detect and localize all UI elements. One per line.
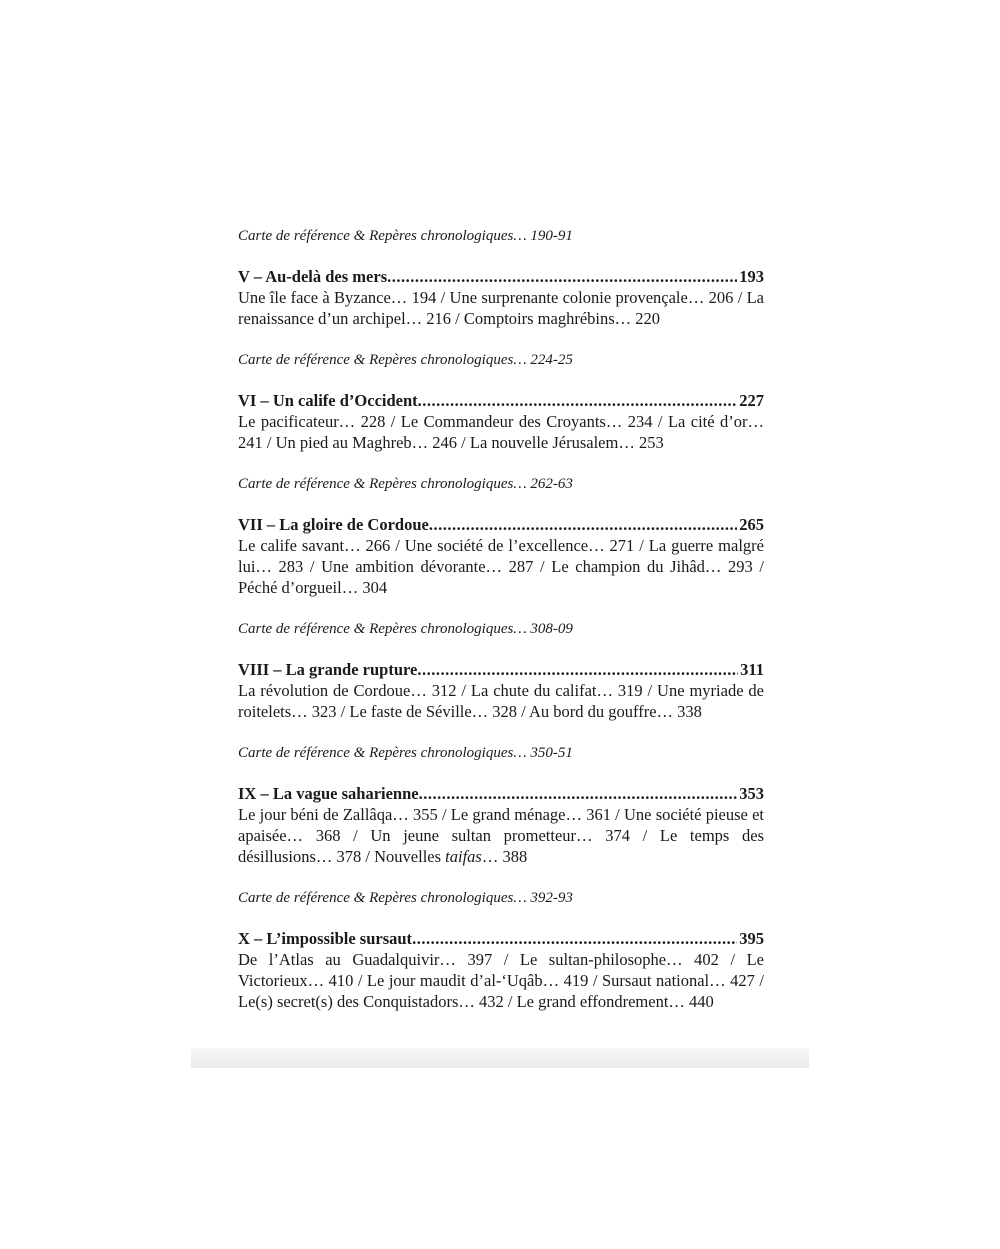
chapter-heading bbox=[238, 266, 764, 287]
chapter-sections bbox=[238, 804, 764, 867]
chapter-page: 353 bbox=[739, 784, 764, 803]
chapter-vii bbox=[238, 514, 764, 598]
chapter-title: VIII – La grande rupture bbox=[238, 660, 418, 679]
chapter-title: V – Au-delà des mers bbox=[238, 267, 388, 286]
chapter-x bbox=[238, 928, 764, 1012]
chapter-page: 311 bbox=[740, 660, 764, 679]
chapter-title: X – L’impossible sursaut bbox=[238, 929, 413, 948]
map-reference: Carte de référence & Repères chronologiques… 392-93 bbox=[238, 890, 573, 906]
chapter-title: VII – La gloire de Cordoue bbox=[238, 515, 429, 534]
chapter-heading bbox=[238, 928, 764, 949]
map-reference: Carte de référence & Repères chronologiques… 190-91 bbox=[238, 228, 573, 244]
page-bottom-shadow bbox=[191, 1048, 809, 1068]
chapter-heading bbox=[238, 783, 764, 804]
chapter-ix bbox=[238, 783, 764, 867]
chapter-page: 227 bbox=[739, 391, 764, 410]
chapter-sections: Le pacificateur… 228 / Le Commandeur des Croyants… 234 / La cité d’or… 241 / Un pied au Maghreb… 246 / La nouvelle Jérusalem… 253 bbox=[238, 412, 764, 452]
dot-leader bbox=[419, 783, 738, 804]
chapter-page: 265 bbox=[739, 515, 764, 534]
map-reference: Carte de référence & Repères chronologiques… 262-63 bbox=[238, 476, 573, 492]
chapter-vi bbox=[238, 390, 764, 453]
sections-italic-term: taifas bbox=[445, 847, 482, 866]
map-reference: Carte de référence & Repères chronologiques… 224-25 bbox=[238, 352, 573, 368]
chapter-page: 193 bbox=[739, 267, 764, 286]
dot-leader bbox=[412, 928, 737, 949]
chapter-sections: De l’Atlas au Guadalquivir… 397 / Le sultan-philosophe… 402 / Le Victorieux… 410 / Le jour maudit d’al-‘Uqâb… 419 / Sursaut national… 427 / Le(s) secret(s) des Conquistadors… 432 / Le grand effondrement… 440 bbox=[238, 950, 764, 1011]
dot-leader bbox=[418, 390, 738, 411]
chapter-v bbox=[238, 266, 764, 329]
chapter-title: VI – Un calife d’Occident bbox=[238, 391, 418, 410]
chapter-viii bbox=[238, 659, 764, 722]
dot-leader bbox=[387, 266, 737, 287]
map-reference: Carte de référence & Repères chronologiques… 308-09 bbox=[238, 621, 573, 637]
sections-text: Le jour béni de Zallâqa… 355 / Le grand ménage… 361 / Une société pieuse et apaisée… 368 / Un jeune sultan prometteur… 374 / Le temps des désillusions… 378 / Nouvelles bbox=[238, 805, 764, 866]
chapter-title: IX – La vague saharienne bbox=[238, 784, 419, 803]
dot-leader bbox=[417, 659, 738, 680]
sections-text-end: … 388 bbox=[481, 847, 528, 866]
table-of-contents bbox=[238, 226, 764, 1033]
chapter-heading bbox=[238, 390, 764, 411]
dot-leader bbox=[429, 514, 737, 535]
map-reference: Carte de référence & Repères chronologiques… 350-51 bbox=[238, 745, 573, 761]
chapter-sections: Une île face à Byzance… 194 / Une surprenante colonie provençale… 206 / La renaissance d’un archipel… 216 / Comptoirs maghrébins… 220 bbox=[238, 288, 764, 328]
chapter-sections: La révolution de Cordoue… 312 / La chute du califat… 319 / Une myriade de roitelets… 323 / Le faste de Séville… 328 / Au bord du gouffre… 338 bbox=[238, 681, 764, 721]
chapter-page: 395 bbox=[739, 929, 764, 948]
chapter-heading bbox=[238, 514, 764, 535]
chapter-sections: Le calife savant… 266 / Une société de l’excellence… 271 / La guerre malgré lui… 283 / Une ambition dévorante… 287 / Le champion du Jihâd… 293 / Péché d’orgueil… 304 bbox=[238, 536, 764, 597]
chapter-heading bbox=[238, 659, 764, 680]
